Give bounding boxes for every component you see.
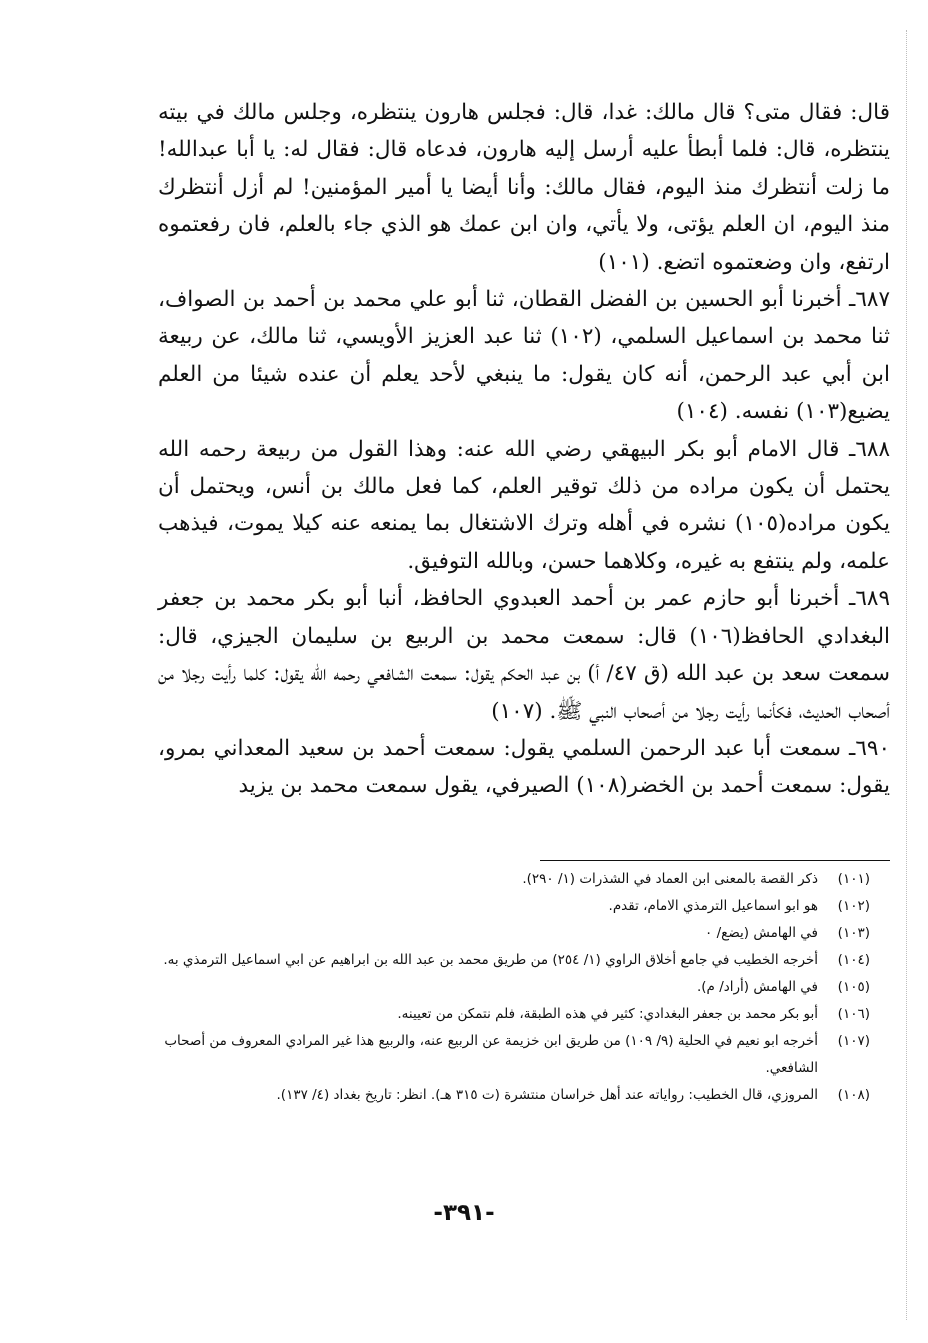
footnotes xyxy=(158,866,870,1109)
binding-margin-line xyxy=(906,30,907,1320)
paragraph-story: قال: فقال متى؟ قال مالك: غدا، قال: فجلس هارون ينتظره، وجلس مالك في بيته ينتظره، قال: فلما أبطأ عليه أرسل إليه هارون، فدعاه قال: فقال له: يا أبا عبدالله! ما زلت أنتظرك منذ اليوم، فقال مالك: وأنا أيضا يا أمير المؤمنين! لم أزل أنتظرك منذ اليوم، ان العلم يؤتى، ولا يأتي، وان ابن عمك هو الذي جاء بالعلم، فان رفعتموه ارتفع، وان وضعتموه اتضع. (١٠١) xyxy=(158,100,890,275)
footnote-item xyxy=(158,920,870,947)
footnote-number: (١٠٣) xyxy=(837,925,870,941)
footnote-item xyxy=(158,1082,870,1109)
footnote-item xyxy=(158,974,870,1001)
footnote-number: (١٠٨) xyxy=(837,1087,870,1103)
footnote-item xyxy=(158,1001,870,1028)
paragraph-690: ٦٩٠ـ سمعت أبا عبد الرحمن السلمي يقول: سمعت أحمد بن سعيد المعداني بمرو، يقول: سمعت أحمد بن الخضر(١٠٨) الصيرفي، يقول سمعت محمد بن يزيد xyxy=(158,735,890,799)
footnote-divider xyxy=(540,860,890,861)
footnote-number: (١٠١) xyxy=(837,871,870,887)
footnote-number: (١٠٦) xyxy=(837,1006,870,1022)
footnote-text: هو ابو اسماعيل الترمذي الامام، تقدم. xyxy=(608,898,818,914)
footnote-item xyxy=(158,1028,870,1082)
footnote-item xyxy=(158,866,870,893)
main-text xyxy=(158,94,890,805)
footnote-text: في الهامش (يضع/ ٠ xyxy=(705,925,818,941)
paragraph-688: ٦٨٨ـ قال الامام أبو بكر البيهقي رضي الله عنه: وهذا القول من ربيعة رحمه الله يحتمل أن يكون مراده من ذلك توقير العلم، كما فعل مالك بن أنس، ويحتمل أن يكون مراده(١٠٥) نشره في أهله وترك الاشتغال بما يمنعه عنه كيلا يموت، فيذهب علمه، ولم ينتفع به غيره، وكلاهما حسن، وبالله التوفيق. xyxy=(158,436,890,574)
footnote-text: أخرجه ابو نعيم في الحلية (٩/ ١٠٩) من طريق ابن خزيمة عن الربيع عنه، والربيع هذا غير المرادي المعروف من أصحاب الشافعي. xyxy=(164,1033,818,1076)
footnote-item xyxy=(158,893,870,920)
footnote-text: في الهامش (أراد/ م). xyxy=(697,979,818,995)
page-number: -٣٩١- xyxy=(433,1200,495,1226)
paragraph-687: ٦٨٧ـ أخبرنا أبو الحسين بن الفضل القطان، ثنا أبو علي محمد بن أحمد بن الصواف، ثنا محمد بن اسماعيل السلمي، (١٠٢) ثنا عبد العزيز الأويسي، ثنا مالك، عن ربيعة ابن أبي عبد الرحمن، أنه كان يقول: ما ينبغي لأحد يعلم أن عنده شيئا من العلم يضيع(١٠٣) نفسه. (١٠٤) xyxy=(158,287,890,425)
footnote-number: (١٠٢) xyxy=(837,898,870,914)
paragraph-689: ٦٨٩ـ أخبرنا أبو حازم عمر بن أحمد العبدوي الحافظ، أنبا أبو بكر محمد بن جعفر البغدادي الحافظ(١٠٦) قال: سمعت محمد بن الربيع بن سليمان الجيزي، قال: سمعت سعد بن عبد الله (ق ٤٧/ أ) بن عبد الحكم يقول: سمعت الشافعي رحمه الله يقول: كلما رأيت رجلا من أصحاب الحديث، فكأنما رأيت رجلا من أصحاب النبي ﷺ. (١٠٧) xyxy=(158,586,890,724)
footnote-text: أبو بكر محمد بن جعفر البغدادي: كثير في هذه الطبقة، فلم نتمكن من تعيينه. xyxy=(397,1006,818,1022)
footnote-text: ذكر القصة بالمعنى ابن العماد في الشذرات (١/ ٢٩٠). xyxy=(522,871,818,887)
footnote-number: (١٠٥) xyxy=(837,979,870,995)
footnote-text: المروزي، قال الخطيب: رواياته عند أهل خراسان منتشرة (ت ٣١٥ هـ). انظر: تاريخ بغداد (٤/ ١٣٧). xyxy=(276,1087,818,1103)
footnote-item xyxy=(158,947,870,974)
footnote-text: أخرجه الخطيب في جامع أخلاق الراوي (١/ ٢٥٤) من طريق محمد بن عبد الله بن ابراهيم عن ابي اسماعيل الترمذي به. xyxy=(163,952,818,968)
footnote-number: (١٠٧) xyxy=(837,1033,870,1049)
footnote-number: (١٠٤) xyxy=(837,952,870,968)
